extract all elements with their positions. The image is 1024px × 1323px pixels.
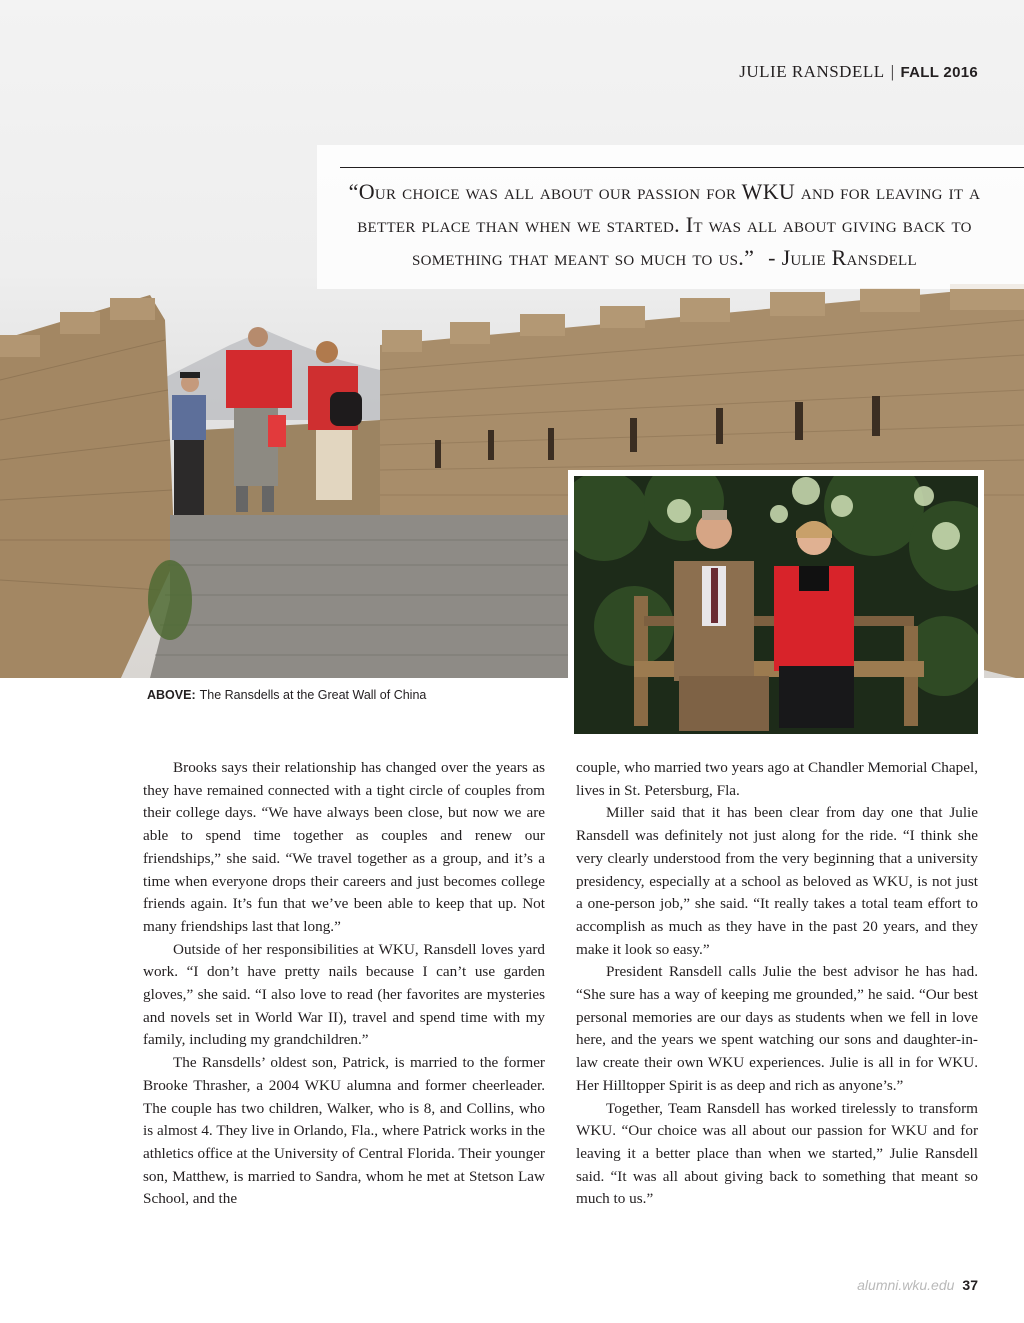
pull-quote: [317, 145, 1024, 289]
page-number: 37: [962, 1277, 978, 1293]
quote-attribution: - Julie Ransdell: [768, 245, 917, 270]
author-name: JULIE RANSDELL: [739, 62, 885, 81]
pull-quote-text: [337, 175, 992, 274]
page-footer: [857, 1277, 978, 1293]
couple-on-bench-photo-icon: [574, 476, 978, 734]
photo-caption: [147, 688, 426, 702]
paragraph-continuation: couple, who married two years ago at Chandler Memorial Chapel, lives in St. Petersburg, Fla.: [576, 759, 978, 799]
paragraph: Together, Team Ransdell has worked tirelessly to transform WKU. “Our choice was all about our passion for WKU and for leaving it a better place than when we started,” Julie Ransdell said. “It was all about giving back to something that meant so much to us.”: [576, 1099, 978, 1208]
inset-photo-frame: [574, 476, 978, 734]
caption-label: ABOVE:: [147, 688, 196, 702]
paragraph: The Ransdells’ oldest son, Patrick, is married to the former Brooke Thrasher, a 2004 WKU alumna and former cheerleader. The couple has two children, Walker, who is 8, and Collins, who is almost 4. They live in Orlando, Fla., where Patrick works in the athletics office at the University of Central Florida. Their younger son, Matthew, is married to Sandra, whom he met at Stetson Law School, and the: [143, 1054, 545, 1208]
quote-body: “Our choice was all about our passion for WKU and for leaving it a better place than when we started. It was all about giving back to something that meant so much to us.”: [348, 179, 981, 270]
issue-season: FALL 2016: [900, 64, 978, 81]
caption-text: The Ransdells at the Great Wall of China: [199, 688, 427, 702]
page-header: [739, 62, 978, 82]
header-separator: |: [890, 62, 895, 81]
footer-site-url: alumni.wku.edu: [857, 1277, 955, 1293]
inset-photo: [568, 470, 984, 740]
article-column-left: [143, 757, 545, 1211]
paragraph: Miller said that it has been clear from day one that Julie Ransdell was definitely not just along for the ride. “I think she very clearly understood from the very beginning that a university presidency, especially at a school as beloved as WKU, is not just a one-person job,” she said. “It really takes a total team effort to accomplish as much as they have in the past 20 years, and they make it look so easy.”: [576, 804, 978, 958]
paragraph: Brooks says their relationship has changed over the years as they have remained connected with a tight circle of couples from their college days. “We have always been close, but now we are able to spend time together as couples and renew our friendships,” she said. “We travel together as a group, and it’s a time when everyone drops their careers and just becomes college friends again. It’s fun that we’ve been able to keep that up. Not many friendships last that long.”: [143, 759, 545, 935]
quote-rule: [340, 167, 1024, 168]
paragraph: President Ransdell calls Julie the best advisor he has had. “She sure has a way of keeping me grounded,” he said. “Our best personal memories are our days as students when we fell in love here, and the years we spent watching our sons and daughter-in-law create their own WKU experiences. Julie is all in for WKU. Her Hilltopper Spirit is as deep and rich as anyone’s.”: [576, 963, 978, 1094]
paragraph: Outside of her responsibilities at WKU, Ransdell loves yard work. “I don’t have pretty nails because I can’t use garden gloves,” she said. “I also love to read (her favorites are mysteries and novels set in World War II), travel and spend time with my family, including my grandchildren.”: [143, 940, 545, 1049]
article-column-right: [576, 757, 978, 1211]
